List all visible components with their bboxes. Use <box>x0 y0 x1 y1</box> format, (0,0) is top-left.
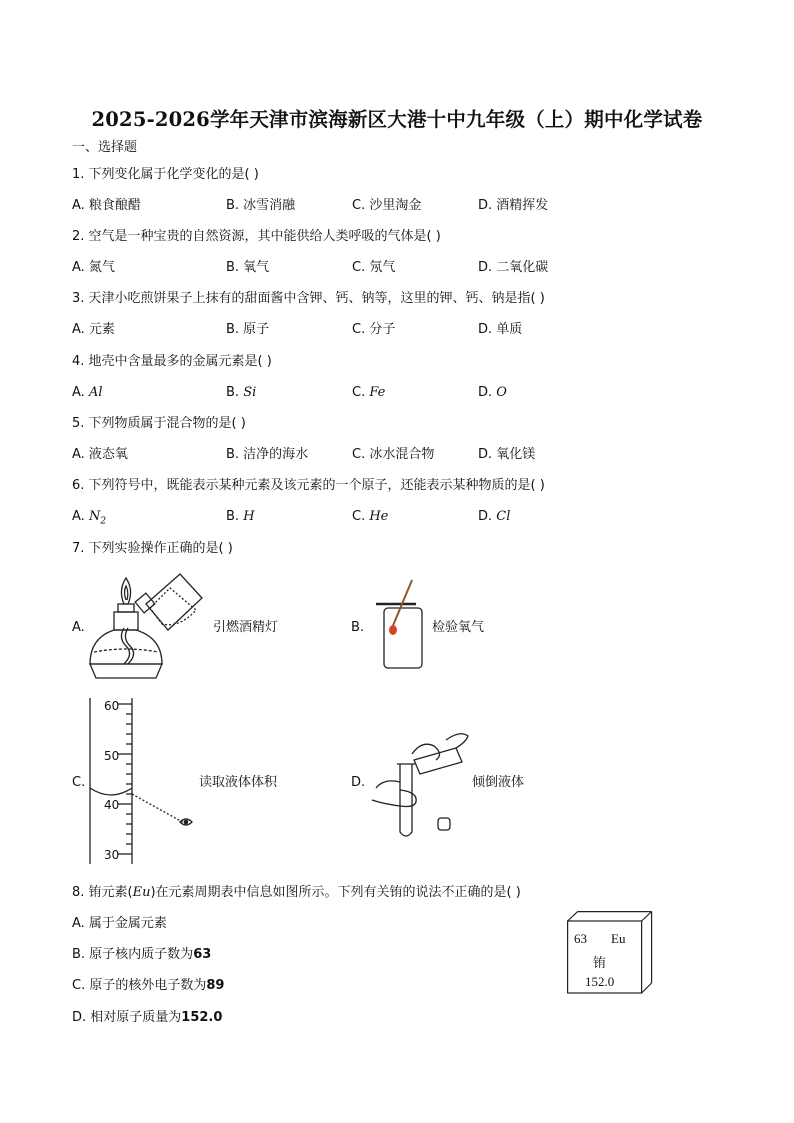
alcohol-lamp-illustration <box>84 568 204 686</box>
q5-option-b[interactable]: B. 洁净的海水 <box>226 447 309 462</box>
cylinder-tick-30: 30 <box>104 848 120 862</box>
periodic-table-cell <box>567 911 653 994</box>
q4-stem: 4. 地壳中含量最多的金属元素是( ) <box>72 354 272 369</box>
element-symbol: Eu <box>611 931 626 946</box>
q5-stem: 5. 下列物质属于混合物的是( ) <box>72 416 246 431</box>
q6-option-a[interactable]: A. $N_2$ <box>72 509 107 527</box>
q2-option-d[interactable]: D. 二氧化碳 <box>478 260 549 275</box>
q3-option-c[interactable]: C. 分子 <box>352 322 396 337</box>
q7-option-d-letter[interactable]: D. <box>351 775 366 790</box>
q5-option-d[interactable]: D. 氧化镁 <box>478 447 536 462</box>
atomic-mass: 152.0 <box>585 974 615 989</box>
oxygen-test-bottle-illustration <box>376 580 426 670</box>
cylinder-tick-40: 40 <box>104 798 120 812</box>
q1-stem: 1. 下列变化属于化学变化的是( ) <box>72 167 259 182</box>
q8-option-a[interactable]: A. 属于金属元素 <box>72 916 167 931</box>
q7-option-d-caption: 倾倒液体 <box>472 775 525 790</box>
q3-stem: 3. 天津小吃煎饼果子上抹有的甜面酱中含钾、钙、钠等，这里的钾、钙、钠是指( ) <box>72 291 545 306</box>
q3-option-a[interactable]: A. 元素 <box>72 322 115 337</box>
q4-option-d[interactable]: D. O <box>478 385 507 400</box>
q4-option-b[interactable]: B. Si <box>226 385 257 400</box>
q1-option-b[interactable]: B. 冰雪消融 <box>226 198 296 213</box>
q1-option-a[interactable]: A. 粮食酿醋 <box>72 198 141 213</box>
q2-option-b[interactable]: B. 氧气 <box>226 260 270 275</box>
q4-option-c[interactable]: C. Fe <box>352 385 386 400</box>
cylinder-tick-50: 50 <box>104 749 120 763</box>
q7-option-a-caption: 引燃酒精灯 <box>213 620 279 635</box>
q6-option-b[interactable]: B. H <box>226 509 255 524</box>
q3-option-b[interactable]: B. 原子 <box>226 322 270 337</box>
q6-option-c[interactable]: C. He <box>352 509 389 524</box>
q8-option-d[interactable]: D. 相对原子质量为152.0 <box>72 1010 223 1025</box>
q5-option-c[interactable]: C. 冰水混合物 <box>352 447 435 462</box>
atomic-number: 63 <box>574 931 587 946</box>
section-heading: 一、选择题 <box>72 140 138 155</box>
q2-stem: 2. 空气是一种宝贵的自然资源，其中能供给人类呼吸的气体是( ) <box>72 229 441 244</box>
q1-option-c[interactable]: C. 沙里淘金 <box>352 198 422 213</box>
page-title: 2025-2026学年天津市滨海新区大港十中九年级（上）期中化学试卷 <box>91 108 703 131</box>
q7-stem: 7. 下列实验操作正确的是( ) <box>72 541 233 556</box>
q6-option-d[interactable]: D. Cl <box>478 509 511 524</box>
q7-option-b-letter[interactable]: B. <box>351 620 365 635</box>
q7-option-a-letter[interactable]: A. <box>72 620 85 635</box>
cylinder-tick-60: 60 <box>104 699 120 713</box>
element-name: 铕 <box>593 956 607 971</box>
q7-option-c-letter[interactable]: C. <box>72 775 86 790</box>
q5-option-a[interactable]: A. 液态氧 <box>72 447 128 462</box>
q6-stem: 6. 下列符号中，既能表示某种元素及该元素的一个原子，还能表示某种物质的是( ) <box>72 478 545 493</box>
q2-option-a[interactable]: A. 氮气 <box>72 260 115 275</box>
q3-option-d[interactable]: D. 单质 <box>478 322 523 337</box>
q4-option-a[interactable]: A. Al <box>72 385 103 400</box>
pouring-liquid-illustration <box>370 720 470 842</box>
q2-option-c[interactable]: C. 氖气 <box>352 260 396 275</box>
q8-stem: 8. 铕元素(Eu)在元素周期表中信息如图所示。下列有关铕的说法不正确的是( ) <box>72 885 521 900</box>
q7-option-c-caption: 读取液体体积 <box>199 775 278 790</box>
q1-option-d[interactable]: D. 酒精挥发 <box>478 198 549 213</box>
q7-option-b-caption: 检验氧气 <box>432 620 485 635</box>
q8-option-c[interactable]: C. 原子的核外电子数为89 <box>72 978 225 993</box>
graduated-cylinder-illustration <box>86 694 201 866</box>
q8-option-b[interactable]: B. 原子核内质子数为63 <box>72 947 212 962</box>
